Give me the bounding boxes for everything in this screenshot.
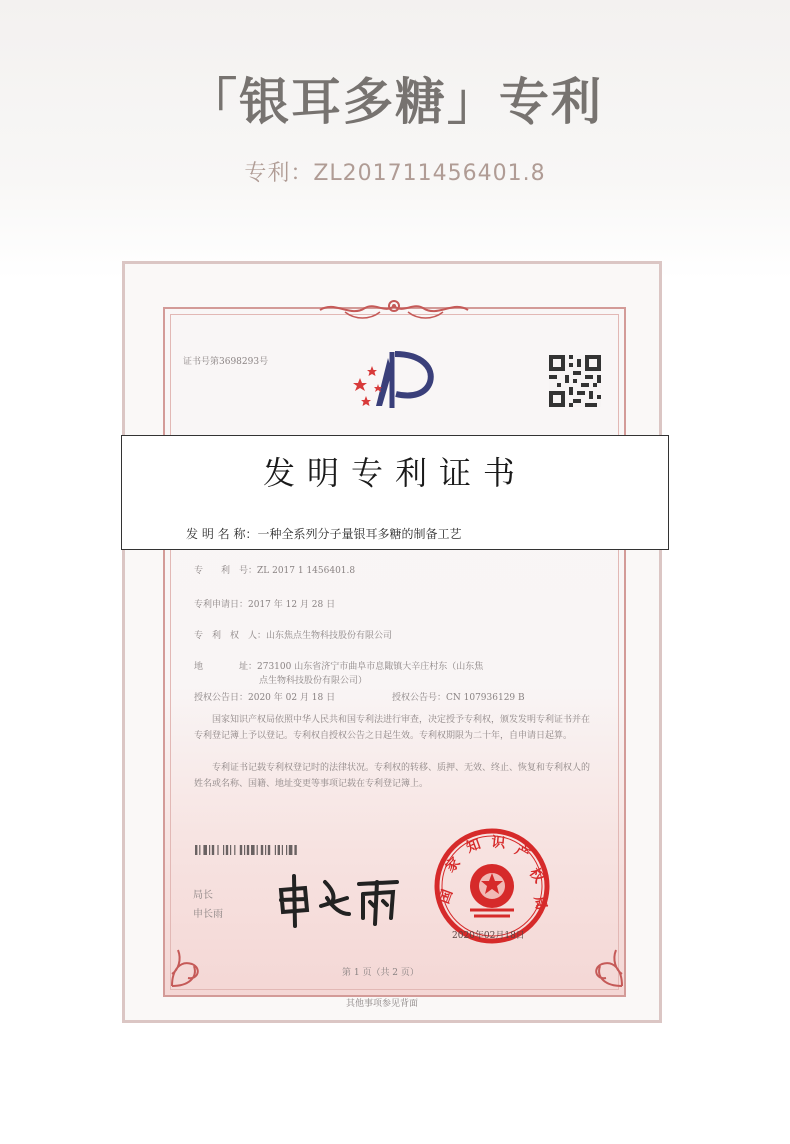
cert-number: 证书号第3698293号 — [183, 357, 269, 367]
patent-office-logo-icon — [352, 348, 438, 412]
field-patent-no: 专 利 号：ZL 2017 1 1456401.8 — [194, 566, 356, 576]
svg-text:产: 产 — [511, 842, 533, 863]
corner-flourish-icon — [168, 930, 228, 990]
svg-text:家: 家 — [442, 854, 464, 876]
field-filing-date: 专利申请日：2017 年 12 月 28 日 — [194, 600, 336, 610]
signer-name: 申长雨 — [193, 909, 223, 920]
svg-text:局: 局 — [530, 894, 550, 912]
qr-code-icon — [549, 355, 601, 407]
paragraph-2: 专利证书记载专利权登记时的法律状况。专利权的转移、质押、无效、终止、恢复和专利权人的姓名或名称、国籍、地址变更等事项记载在专利登记簿上。 — [194, 763, 591, 789]
field-patentee: 专 利 权 人：山东焦点生物科技股份有限公司 — [194, 631, 393, 641]
field-address: 地 址：273100 山东省济宁市曲阜市息陬镇大辛庄村东（山东焦 — [194, 662, 484, 672]
svg-text:权: 权 — [525, 865, 547, 887]
ornament-icon — [315, 296, 473, 322]
paragraph-1: 国家知识产权局依照中华人民共和国专利法进行审查，决定授予专利权，颁发发明专利证书并在专利登记簿上予以登记。专利权自授权公告之日起生效。专利权期限为二十年，自申请日起算。 — [194, 715, 591, 741]
svg-text:国: 国 — [436, 887, 457, 906]
signature-icon — [275, 868, 405, 928]
field-grant-date: 授权公告日：2020 年 02 月 18 日 — [194, 693, 336, 703]
patent-number: 专利：ZL201711456401.8 — [244, 161, 546, 186]
seal-date: 2020年02月18日 — [452, 931, 525, 941]
page-title: 「银耳多糖」专利 — [187, 73, 603, 131]
svg-text:知: 知 — [464, 836, 483, 857]
field-grant-no: 授权公告号：CN 107936129 B — [392, 693, 525, 703]
invention-name: 发 明 名 称：一种全系列分子量银耳多糖的制备工艺 — [186, 527, 462, 541]
signer-title: 局长 — [193, 890, 213, 901]
certificate-title: 发明专利证书 — [262, 454, 527, 492]
barcode-icon — [195, 845, 329, 855]
field-address-cont: 点生物科技股份有限公司） — [259, 676, 368, 686]
svg-text:识: 识 — [490, 834, 507, 852]
page-info: 第 1 页（共 2 页） — [342, 968, 419, 978]
corner-flourish-icon — [566, 930, 626, 990]
footer-note: 其他事项参见背面 — [346, 999, 419, 1009]
